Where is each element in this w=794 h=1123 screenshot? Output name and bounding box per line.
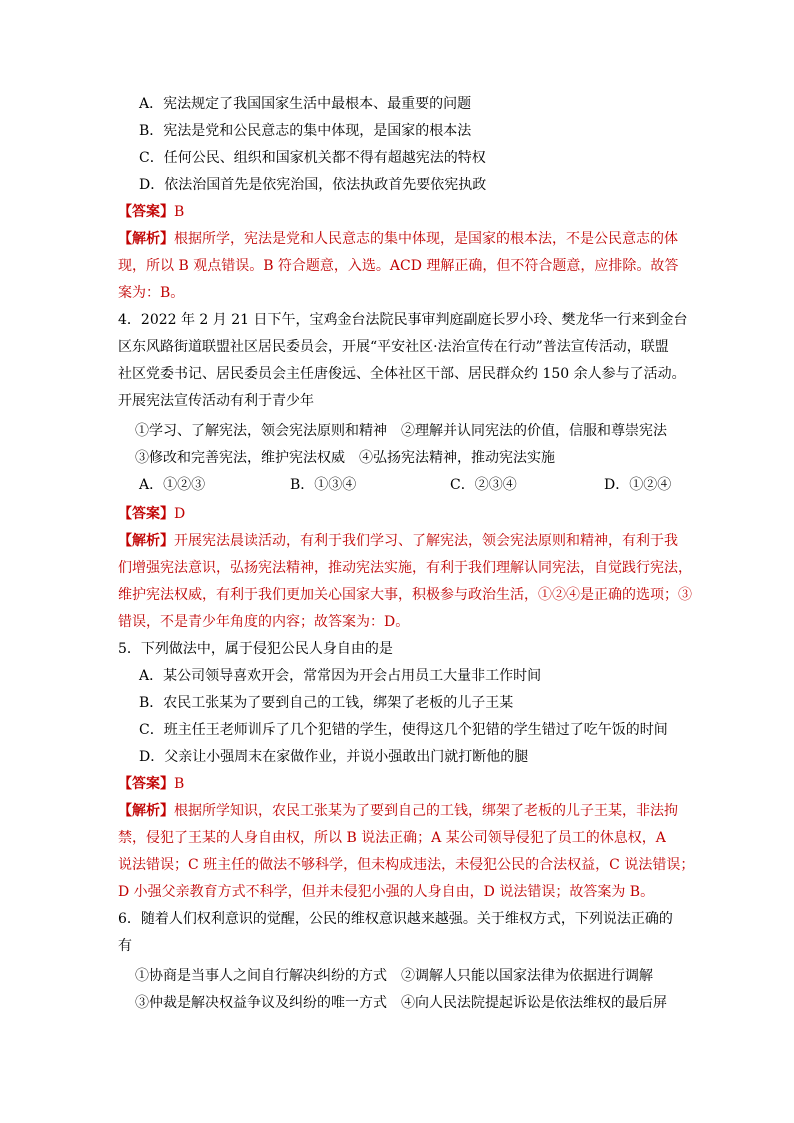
q5-stem: 5．下列做法中，属于侵犯公民人身自由的是	[118, 641, 393, 657]
q3-answer	[118, 202, 184, 222]
q4-choice-a: A．①②③	[139, 477, 206, 493]
q3-option-a: A．宪法规定了我国国家生活中最根本、最重要的问题	[139, 96, 472, 112]
q4-choice-c: C．②③④	[450, 477, 517, 493]
analysis-tag: 【解析】	[118, 231, 174, 247]
q6-stem-line-2: 有	[118, 938, 132, 954]
q4-stem-line-3: 社区党委书记、居民委员会主任唐俊远、全体社区干部、居民群众约 150 余人参与了活动。	[118, 366, 686, 382]
q4-analysis-line-2: 们增强宪法意识，弘扬宪法精神，推动宪法实施，有利于我们理解认同宪法，自觉践行宪法，	[118, 560, 692, 576]
q5-option-a: A．某公司领导喜欢开会，常常因为开会占用员工大量非工作时间	[139, 668, 542, 684]
q4-choice-d: D．①②④	[604, 477, 672, 493]
q3-analysis-line-3: 案为：B。	[118, 285, 185, 301]
q5-option-d: D．父亲让小强周末在家做作业，并说小强敢出门就打断他的腿	[139, 749, 529, 765]
q5-analysis-line-2: 禁，侵犯了王某的人身自由权，所以 B 说法正确；A 某公司领导侵犯了员工的休息权，A	[118, 830, 666, 846]
analysis-text: 开展宪法晨读活动，有利于我们学习、了解宪法，领会宪法原则和精神，有利于我	[174, 533, 678, 549]
analysis-text: 根据所学知识，农民工张某为了要到自己的工钱，绑架了老板的儿子王某，非法拘	[174, 803, 678, 819]
answer-tag: 【答案】	[118, 776, 174, 792]
q3-option-d: D．依法治国首先是依宪治国，依法执政首先要依宪执政	[139, 177, 487, 193]
q4-stem-line-4: 开展宪法宣传活动有利于青少年	[118, 393, 314, 409]
q4-analysis-line-1	[118, 531, 678, 551]
q4-choice-b: B．①③④	[290, 477, 357, 493]
analysis-tag: 【解析】	[118, 533, 174, 549]
q5-analysis-line-4: D 小强父亲教育方式不科学，但并未侵犯小强的人身自由，D 说法错误；故答案为 B。	[118, 884, 655, 900]
q4-stem-line-1: 4．2022 年 2 月 21 日下午，宝鸡金台法院民事审判庭副庭长罗小玲、樊龙华一行来到金台	[118, 312, 688, 328]
q6-statements-line-1: ①协商是当事人之间自行解决纠纷的方式 ②调解人只能以国家法律为依据进行调解	[135, 968, 653, 984]
analysis-tag: 【解析】	[118, 803, 174, 819]
q4-analysis-line-3: 维护宪法权威，有利于我们更加关心国家大事，积极参与政治生活，①②④是正确的选项；③	[118, 587, 692, 603]
q3-option-b: B．宪法是党和公民意志的集中体现，是国家的根本法	[139, 123, 472, 139]
answer-value: B	[174, 776, 185, 792]
q4-stem-line-2: 区东风路街道联盟社区居民委员会，开展“平安社区·法治宣传在行动”普法宣传活动，联盟	[118, 339, 669, 355]
q4-answer	[118, 504, 185, 524]
q5-option-c: C．班主任王老师训斥了几个犯错的学生，使得这几个犯错的学生错过了吃午饭的时间	[139, 722, 668, 738]
analysis-text: 根据所学，宪法是党和人民意志的集中体现，是国家的根本法，不是公民意志的体	[174, 231, 678, 247]
q6-statements-line-2: ③仲裁是解决权益争议及纠纷的唯一方式 ④向人民法院提起诉讼是依法维权的最后屏	[135, 995, 667, 1011]
answer-tag: 【答案】	[118, 506, 174, 522]
q5-answer	[118, 774, 184, 794]
q3-option-c: C．任何公民、组织和国家机关都不得有超越宪法的特权	[139, 150, 486, 166]
q5-option-b: B．农民工张某为了要到自己的工钱，绑架了老板的儿子王某	[139, 695, 514, 711]
q4-statements-line-2: ③修改和完善宪法，维护宪法权威 ④弘扬宪法精神，推动宪法实施	[135, 450, 555, 466]
q3-analysis-line-2: 现，所以 B 观点错误。B 符合题意，入选。ACD 理解正确，但不符合题意，应排除。故答	[118, 258, 679, 274]
q4-statements-line-1: ①学习、了解宪法，领会宪法原则和精神 ②理解并认同宪法的价值，信服和尊崇宪法	[135, 423, 667, 439]
answer-value: D	[174, 506, 186, 522]
q4-analysis-line-4: 错误，不是青少年角度的内容；故答案为：D。	[118, 614, 410, 630]
answer-value: B	[174, 204, 185, 220]
q5-analysis-line-1	[118, 801, 678, 821]
q6-stem-line-1: 6．随着人们权利意识的觉醒，公民的维权意识越来越强。关于维权方式，下列说法正确的	[118, 911, 673, 927]
q5-analysis-line-3: 说法错误；C 班主任的做法不够科学，但未构成违法，未侵犯公民的合法权益，C 说法错误；	[118, 857, 695, 873]
q4-choices	[0, 475, 794, 495]
q3-analysis-line-1	[118, 229, 678, 249]
answer-tag: 【答案】	[118, 204, 174, 220]
